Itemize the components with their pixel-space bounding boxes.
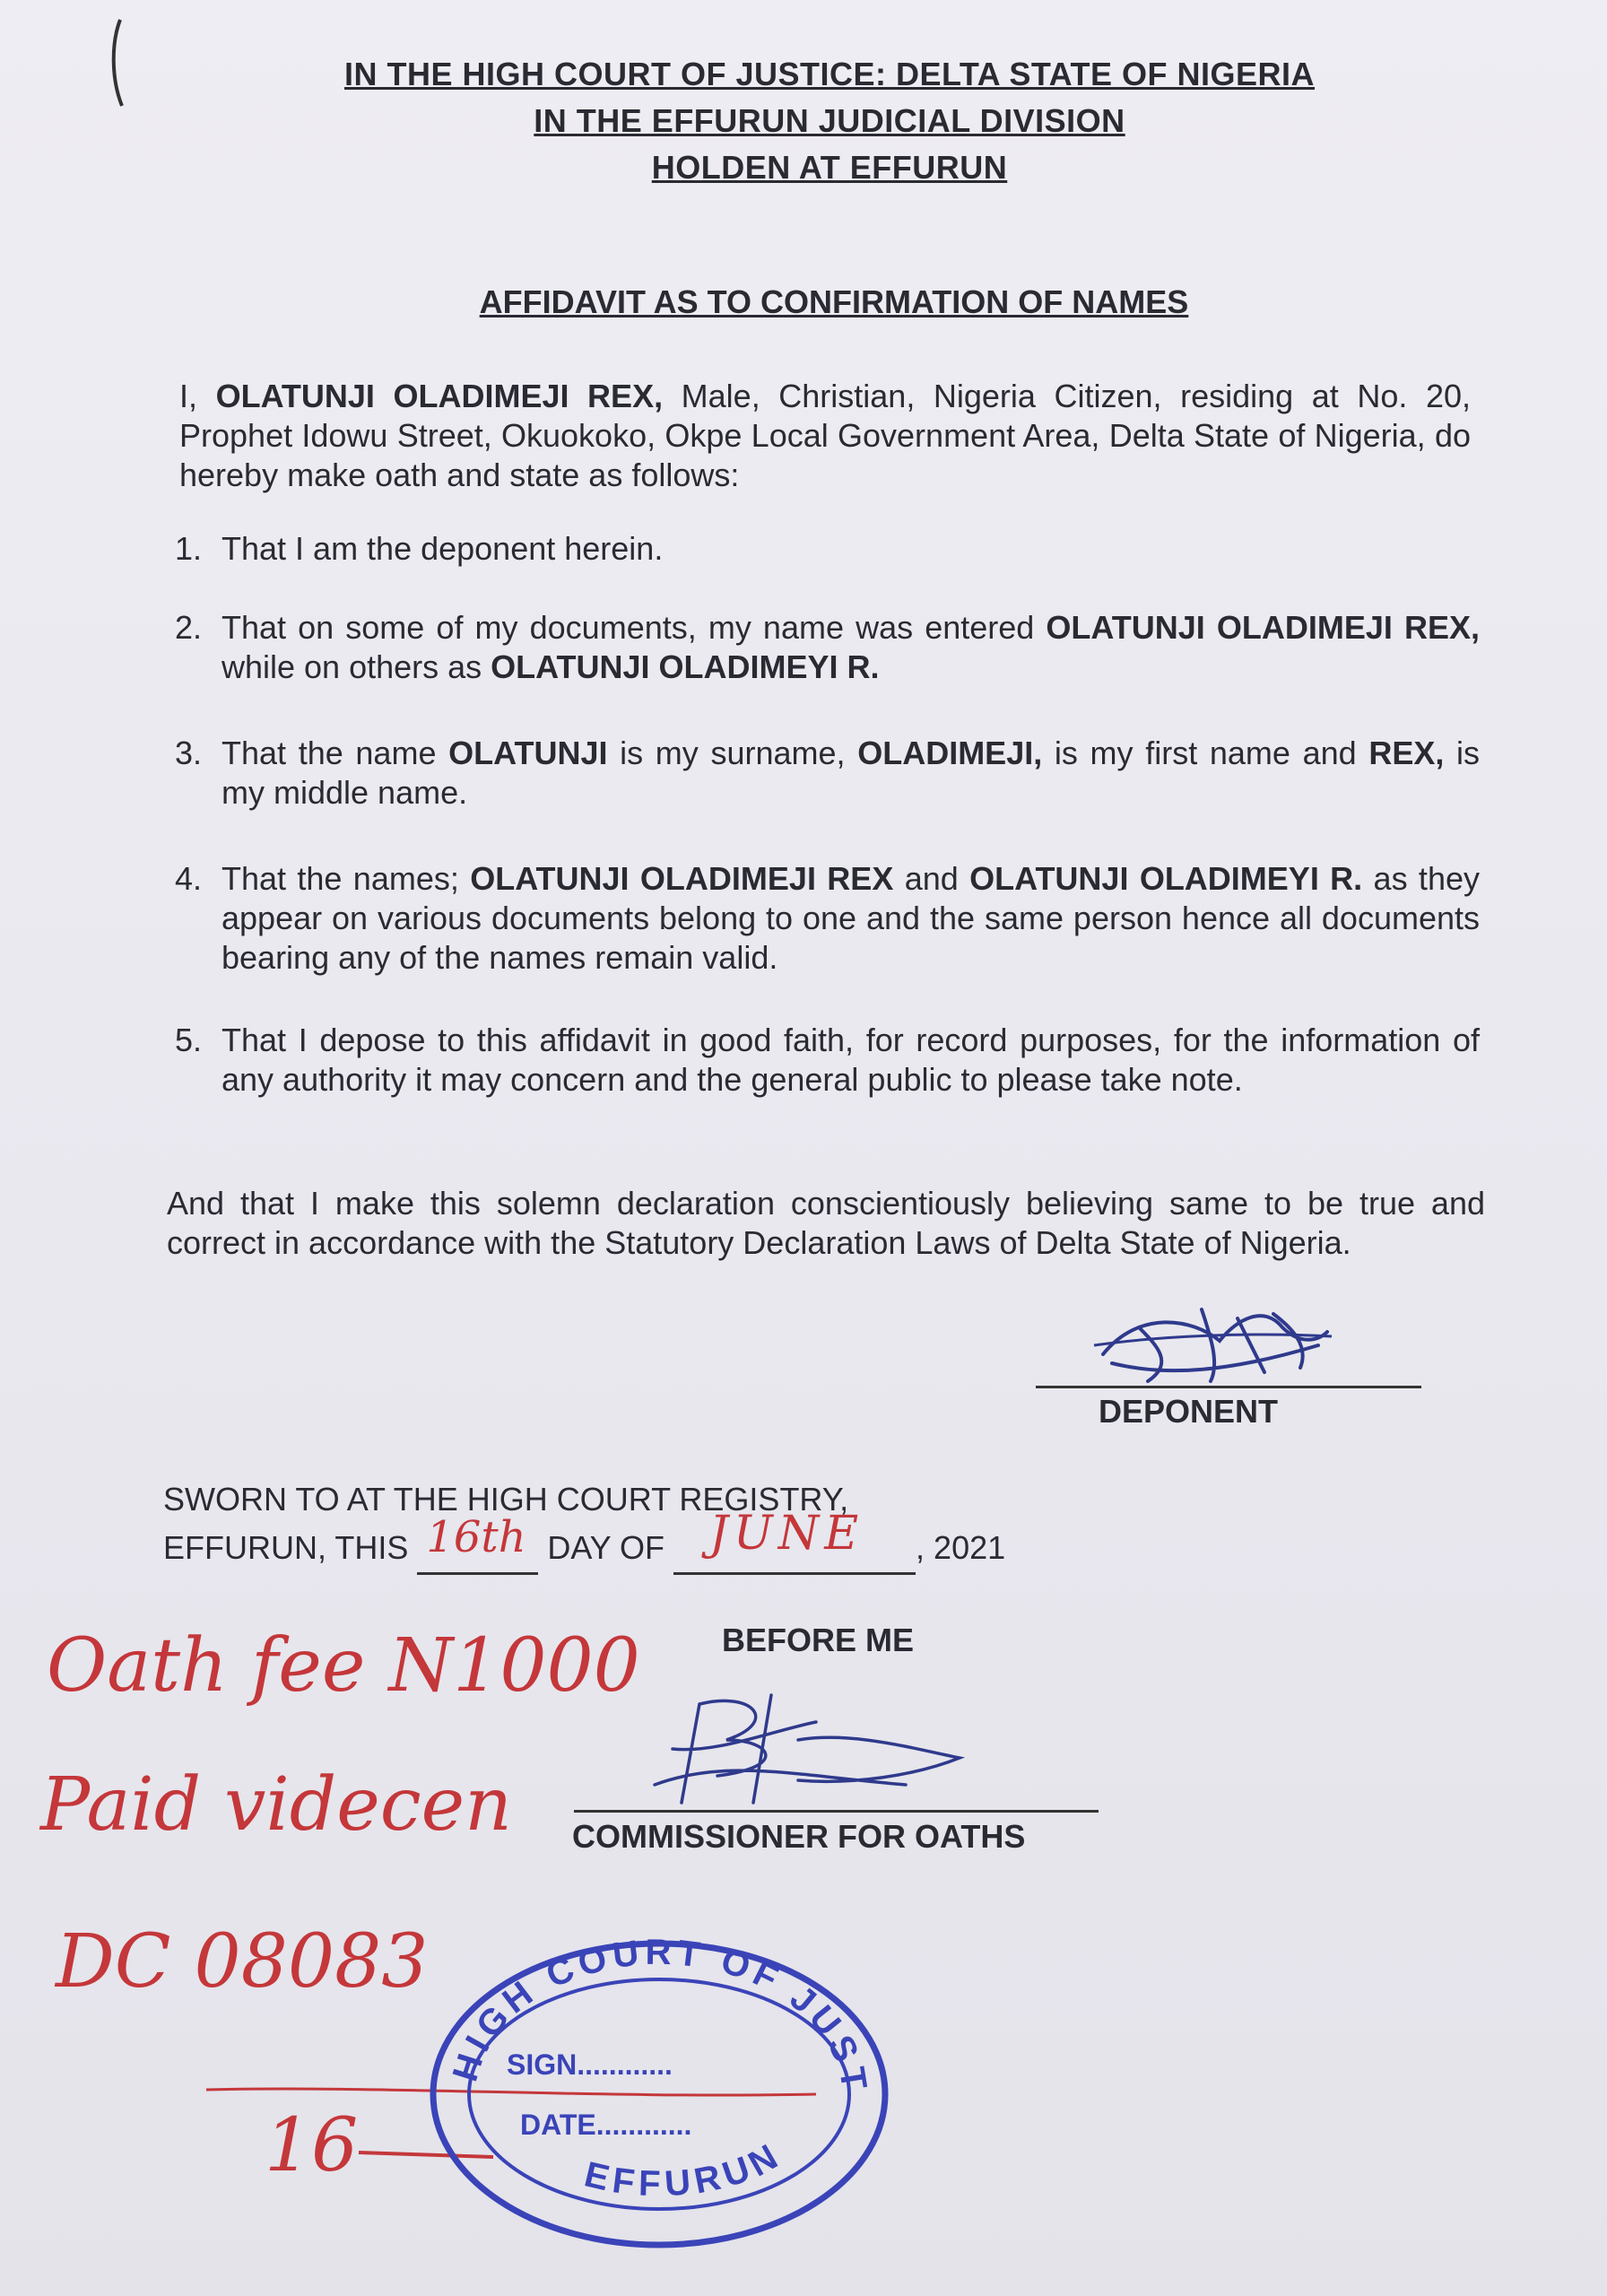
commissioner-signature-line [574,1810,1099,1813]
handwritten-day: 16th [426,1512,526,1562]
item-text-part: That the names; [222,860,471,897]
handwritten-note-line-1: Oath fee N1000 [47,1623,640,1709]
stamp-date-field: DATE............ [520,2109,692,2141]
handwritten-month: JUNE [709,1507,864,1561]
closing-declaration: And that I make this solemn declaration conscientiously believing same to be true and correct in accordance with the Statutory Declaration Laws of Delta State of Nigeria. [167,1185,1485,1261]
item-text: That I am the deponent herein. [222,530,664,567]
item-number: 3. [175,735,203,771]
sworn-line-2 [163,1507,1006,1575]
item-name-bold: OLATUNJI OLADIMEYI R. [969,860,1363,897]
court-stamp [405,1883,897,2247]
commissioner-signature [619,1686,977,1812]
handwritten-note-line-2: Paid videcen [40,1762,512,1848]
sworn-year: , 2021 [916,1529,1006,1566]
sworn-line-1: SWORN TO AT THE HIGH COURT REGISTRY, [163,1481,849,1518]
court-heading-line-2: IN THE EFFURUN JUDICIAL DIVISION [534,102,1125,139]
deponent-signature [1085,1292,1336,1390]
item-text-part: as they appear on various documents belong to one and the same person hence all documents bearing any of the names remain valid. [222,860,1480,976]
stamp-sign-field: SIGN............ [507,2048,673,2081]
item-text-part: is my first name and [1042,735,1369,771]
before-me-label: BEFORE ME [722,1622,915,1658]
item-text [222,734,1480,813]
item-name-bold: OLATUNJI OLADIMEYI R. [491,648,880,685]
item-name-bold: OLATUNJI OLADIMEJI REX, [1046,609,1480,646]
item-text-part: That the name [222,735,449,771]
item-name-bold: REX, [1368,735,1445,771]
sworn-day-of: DAY OF [538,1529,674,1566]
affidavit-title: AFFIDAVIT AS TO CONFIRMATION OF NAMES [479,283,1189,320]
month-blank [673,1507,916,1575]
item-number: 5. [175,1022,203,1058]
intro-rest: Male, Christian, Nigeria Citizen, residing at No. 20, Prophet Idowu Street, Okuokoko, Okpe Local Government Area, Delta State of Nigeria, do hereby make oath and state as follows: [179,378,1471,493]
sworn-prefix: EFFURUN, THIS [163,1529,418,1566]
item-text-part: and [893,860,970,897]
deponent-name: OLATUNJI OLADIMEJI REX, [215,378,664,414]
sworn-statement [163,1475,1005,1575]
item-text-part: is my surname, [607,735,858,771]
commissioner-label: COMMISSIONER FOR OATHS [572,1818,1026,1855]
list-item [175,529,1480,569]
item-text [222,859,1480,978]
stamp-bottom-text: EFFURUN [580,2135,789,2205]
court-heading-line-1: IN THE HIGH COURT OF JUSTICE: DELTA STATE OF NIGERIA [344,56,1315,92]
handwritten-note-date: 16 [265,2103,359,2188]
item-text-part: That on some of my documents, my name was entered [222,609,1047,646]
item-name-bold: OLATUNJI [448,735,608,771]
item-text [222,608,1480,687]
item-text-part: while on others as [222,648,491,685]
day-blank [417,1512,538,1575]
court-heading-line-3: HOLDEN AT EFFURUN [651,149,1008,186]
item-name-bold: OLADIMEJI, [857,735,1043,771]
court-heading [269,56,1390,196]
deponent-label: DEPONENT [1099,1393,1279,1430]
list-item [175,734,1480,813]
stamp-top-text: HIGH COURT OF JUSTICE [405,1883,875,2098]
item-text-part: is my middle name. [222,735,1481,811]
item-number: 4. [175,860,203,897]
intro-prefix: I, [179,378,216,414]
item-text: That I depose to this affidavit in good faith, for record purposes, for the information of any authority it may concern and the general public to please take note. [222,1022,1480,1098]
list-item [175,1021,1480,1100]
deponent-signature-line [1036,1386,1421,1388]
list-item [175,859,1480,978]
intro-paragraph [179,377,1471,495]
handwritten-bracket-mark [108,16,126,110]
handwritten-note-line-3: DC 08083 [56,1919,429,2005]
item-number: 2. [175,609,203,646]
item-number: 1. [175,530,203,567]
item-name-bold: OLATUNJI OLADIMEJI REX [470,860,894,897]
list-item [175,608,1480,687]
